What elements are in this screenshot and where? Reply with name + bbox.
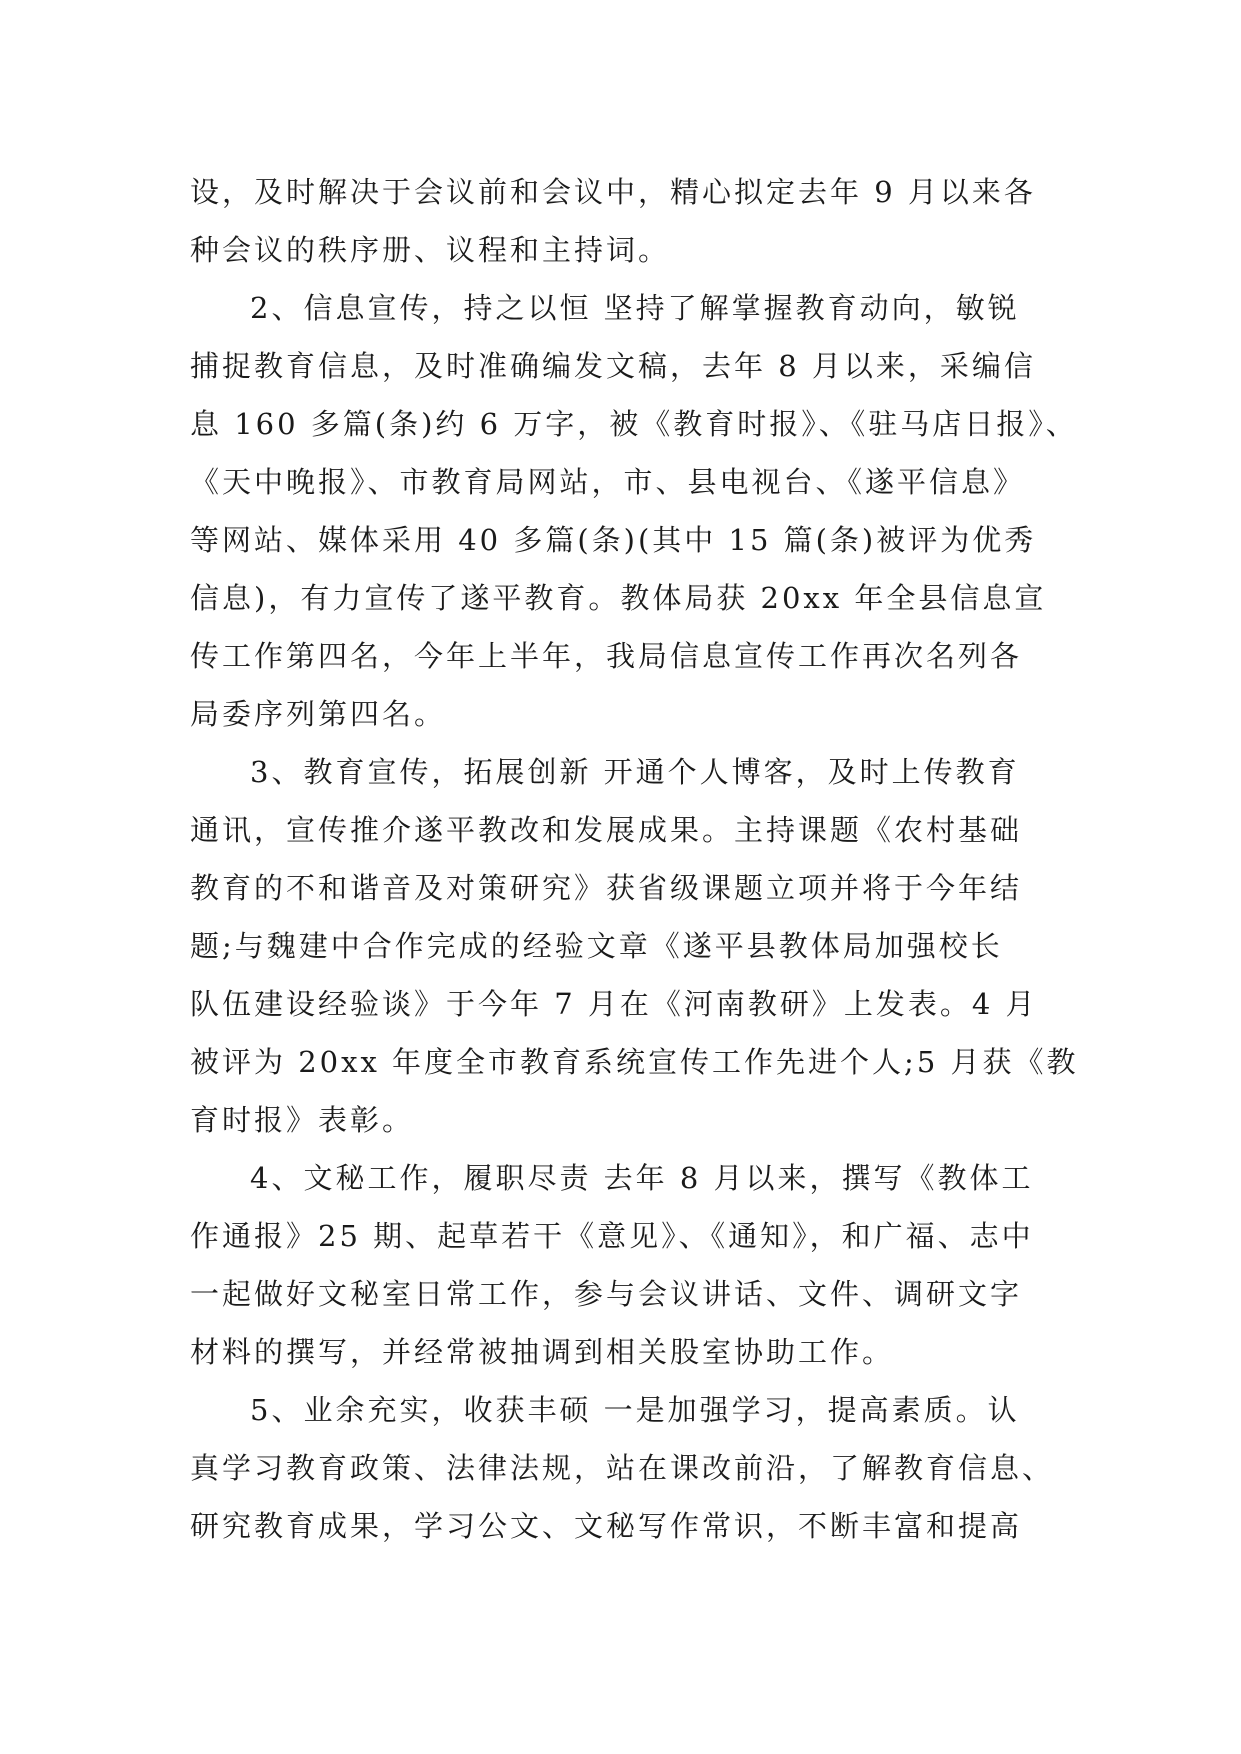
text-line: 研究教育成果，学习公文、文秘写作常识，不断丰富和提高 [190, 1509, 1023, 1543]
text-line: 题;与魏建中合作完成的经验文章《遂平县教体局加强校长 [190, 929, 1003, 963]
text-line: 队伍建设经验谈》于今年 7 月在《河南教研》上发表。4 月 [190, 987, 1038, 1021]
text-line: 捕捉教育信息，及时准确编发文稿，去年 8 月以来，采编信 [190, 349, 1036, 383]
text-line: 育时报》表彰。 [190, 1103, 415, 1137]
text-line: 种会议的秩序册、议程和主持词。 [190, 233, 671, 267]
document-body [190, 163, 1090, 1555]
text-line: 材料的撰写，并经常被抽调到相关股室协助工作。 [190, 1335, 895, 1369]
text-line: 息 160 多篇(条)约 6 万字，被《教育时报》、《驻马店日报》、 [190, 407, 1078, 441]
text-line: 真学习教育政策、法律法规，站在课改前沿，了解教育信息、 [190, 1451, 1055, 1485]
text-line: 通讯，宣传推介遂平教改和发展成果。主持课题《农村基础 [190, 813, 1023, 847]
text-line: 《天中晚报》、市教育局网站，市、县电视台、《遂平信息》 [190, 465, 1026, 499]
text-line: 一起做好文秘室日常工作，参与会议讲话、文件、调研文字 [190, 1277, 1023, 1311]
text-line: 等网站、媒体采用 40 多篇(条)(其中 15 篇(条)被评为优秀 [190, 523, 1037, 557]
text-line: 被评为 20xx 年度全市教育系统宣传工作先进个人;5 月获《教 [190, 1045, 1079, 1079]
paragraph-heading: 5、业余充实，收获丰硕 一是加强学习，提高素质。认 [250, 1393, 1020, 1427]
text-line: 传工作第四名，今年上半年，我局信息宣传工作再次名列各 [190, 639, 1023, 673]
paragraph-heading: 4、文秘工作，履职尽责 去年 8 月以来，撰写《教体工 [250, 1161, 1034, 1195]
paragraph-heading: 3、教育宣传，拓展创新 开通个人博客，及时上传教育 [250, 755, 1020, 789]
paragraph-heading: 2、信息宣传，持之以恒 坚持了解掌握教育动向，敏锐 [250, 291, 1020, 325]
text-line: 作通报》25 期、起草若干《意见》、《通知》，和广福、志中 [190, 1219, 1034, 1253]
text-line: 设，及时解决于会议前和会议中，精心拟定去年 9 月以来各 [190, 175, 1036, 209]
text-line: 信息)，有力宣传了遂平教育。教体局获 20xx 年全县信息宣 [190, 581, 1047, 615]
text-line: 局委序列第四名。 [190, 697, 447, 731]
text-line: 教育的不和谐音及对策研究》获省级课题立项并将于今年结 [190, 871, 1023, 905]
